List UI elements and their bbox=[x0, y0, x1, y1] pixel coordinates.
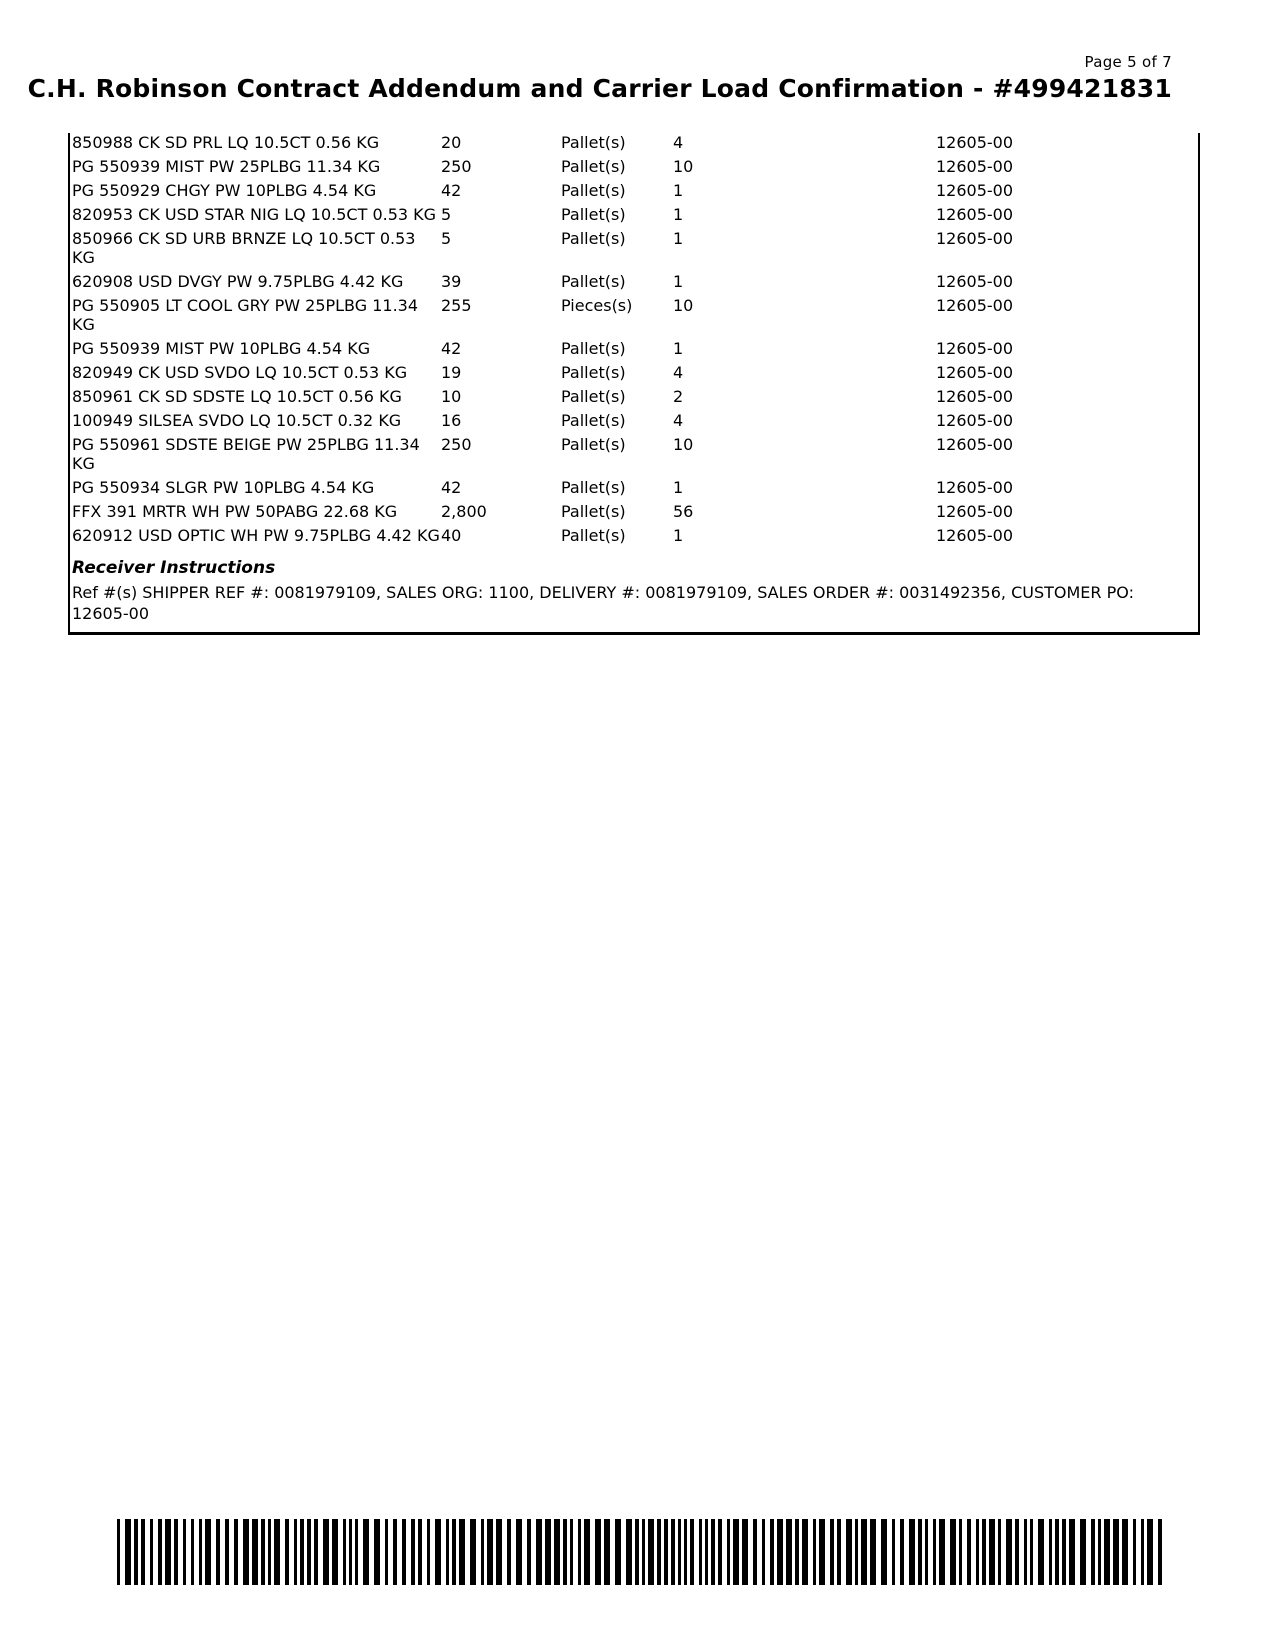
table-row bbox=[70, 205, 1136, 229]
item-quantity: 16 bbox=[441, 411, 462, 430]
item-unit: Pallet(s) bbox=[561, 229, 626, 248]
item-count: 2 bbox=[673, 387, 684, 406]
table-row bbox=[70, 526, 1136, 550]
table-row bbox=[70, 339, 1136, 363]
item-quantity: 42 bbox=[441, 478, 462, 497]
table-row bbox=[70, 296, 1136, 339]
item-description: 620912 USD OPTIC WH PW 9.75PLBG 4.42 KG bbox=[72, 526, 440, 545]
table-row bbox=[70, 435, 1136, 478]
table-row bbox=[70, 502, 1136, 526]
table-row bbox=[70, 229, 1136, 272]
item-quantity: 2,800 bbox=[441, 502, 487, 521]
item-description: PG 550961 SDSTE BEIGE PW 25PLBG 11.34 KG bbox=[72, 435, 420, 473]
item-unit: Pallet(s) bbox=[561, 526, 626, 545]
item-count: 1 bbox=[673, 272, 684, 291]
table-row bbox=[70, 387, 1136, 411]
barcode bbox=[117, 1519, 1169, 1585]
item-count: 10 bbox=[673, 296, 694, 315]
item-description: PG 550905 LT COOL GRY PW 25PLBG 11.34 KG bbox=[72, 296, 419, 334]
table-row bbox=[70, 478, 1136, 502]
item-description: 820949 CK USD SVDO LQ 10.5CT 0.53 KG bbox=[72, 363, 408, 382]
item-count: 4 bbox=[673, 133, 684, 152]
item-quantity: 20 bbox=[441, 133, 462, 152]
commodity-table bbox=[70, 133, 1136, 550]
item-unit: Pallet(s) bbox=[561, 478, 626, 497]
item-description: 620908 USD DVGY PW 9.75PLBG 4.42 KG bbox=[72, 272, 404, 291]
item-quantity: 42 bbox=[441, 181, 462, 200]
table-row bbox=[70, 411, 1136, 435]
item-count: 1 bbox=[673, 478, 684, 497]
item-description: FFX 391 MRTR WH PW 50PABG 22.68 KG bbox=[72, 502, 398, 521]
document-title: C.H. Robinson Contract Addendum and Carrier Load Confirmation - #499421831 bbox=[27, 74, 1172, 103]
item-po: 12605-00 bbox=[936, 363, 1014, 382]
item-quantity: 5 bbox=[441, 205, 452, 224]
item-count: 10 bbox=[673, 435, 694, 454]
item-description: PG 550934 SLGR PW 10PLBG 4.54 KG bbox=[72, 478, 375, 497]
item-quantity: 250 bbox=[441, 157, 472, 176]
item-unit: Pallet(s) bbox=[561, 205, 626, 224]
item-po: 12605-00 bbox=[936, 157, 1014, 176]
item-po: 12605-00 bbox=[936, 339, 1014, 358]
item-description: PG 550939 MIST PW 25PLBG 11.34 KG bbox=[72, 157, 381, 176]
item-quantity: 39 bbox=[441, 272, 462, 291]
item-description: PG 550929 CHGY PW 10PLBG 4.54 KG bbox=[72, 181, 377, 200]
item-quantity: 40 bbox=[441, 526, 462, 545]
item-po: 12605-00 bbox=[936, 205, 1014, 224]
item-quantity: 250 bbox=[441, 435, 472, 454]
item-unit: Pallet(s) bbox=[561, 339, 626, 358]
commodity-section bbox=[68, 133, 1200, 635]
item-po: 12605-00 bbox=[936, 181, 1014, 200]
commodity-table-body bbox=[70, 133, 1136, 550]
item-po: 12605-00 bbox=[936, 478, 1014, 497]
item-description: 850988 CK SD PRL LQ 10.5CT 0.56 KG bbox=[72, 133, 380, 152]
item-count: 1 bbox=[673, 526, 684, 545]
item-unit: Pallet(s) bbox=[561, 502, 626, 521]
item-description: 850961 CK SD SDSTE LQ 10.5CT 0.56 KG bbox=[72, 387, 402, 406]
table-row bbox=[70, 363, 1136, 387]
item-unit: Pallet(s) bbox=[561, 387, 626, 406]
item-unit: Pallet(s) bbox=[561, 435, 626, 454]
receiver-instructions-heading: Receiver Instructions bbox=[72, 558, 276, 578]
item-unit: Pieces(s) bbox=[561, 296, 633, 315]
item-unit: Pallet(s) bbox=[561, 363, 626, 382]
item-description: 100949 SILSEA SVDO LQ 10.5CT 0.32 KG bbox=[72, 411, 402, 430]
item-count: 56 bbox=[673, 502, 694, 521]
item-quantity: 255 bbox=[441, 296, 472, 315]
item-description: 850966 CK SD URB BRNZE LQ 10.5CT 0.53 KG bbox=[72, 229, 416, 267]
item-unit: Pallet(s) bbox=[561, 272, 626, 291]
item-quantity: 19 bbox=[441, 363, 462, 382]
item-quantity: 10 bbox=[441, 387, 462, 406]
item-count: 1 bbox=[673, 229, 684, 248]
item-count: 4 bbox=[673, 411, 684, 430]
item-unit: Pallet(s) bbox=[561, 157, 626, 176]
item-po: 12605-00 bbox=[936, 411, 1014, 430]
item-quantity: 42 bbox=[441, 339, 462, 358]
item-po: 12605-00 bbox=[936, 502, 1014, 521]
table-row bbox=[70, 181, 1136, 205]
item-po: 12605-00 bbox=[936, 133, 1014, 152]
item-description: 820953 CK USD STAR NIG LQ 10.5CT 0.53 KG bbox=[72, 205, 437, 224]
item-po: 12605-00 bbox=[936, 229, 1014, 248]
item-count: 1 bbox=[673, 205, 684, 224]
table-row bbox=[70, 133, 1136, 157]
item-po: 12605-00 bbox=[936, 387, 1014, 406]
item-count: 1 bbox=[673, 339, 684, 358]
item-unit: Pallet(s) bbox=[561, 411, 626, 430]
item-unit: Pallet(s) bbox=[561, 181, 626, 200]
receiver-instructions-text: Ref #(s) SHIPPER REF #: 0081979109, SALES ORG: 1100, DELIVERY #: 0081979109, SALES ORDER #: 0031492356, CUSTOMER PO: 12605-00 bbox=[72, 583, 1134, 623]
table-row bbox=[70, 157, 1136, 181]
page-number: Page 5 of 7 bbox=[1084, 53, 1172, 71]
item-unit: Pallet(s) bbox=[561, 133, 626, 152]
item-po: 12605-00 bbox=[936, 296, 1014, 315]
item-count: 1 bbox=[673, 181, 684, 200]
item-po: 12605-00 bbox=[936, 272, 1014, 291]
item-count: 10 bbox=[673, 157, 694, 176]
item-quantity: 5 bbox=[441, 229, 452, 248]
item-count: 4 bbox=[673, 363, 684, 382]
item-po: 12605-00 bbox=[936, 526, 1014, 545]
item-description: PG 550939 MIST PW 10PLBG 4.54 KG bbox=[72, 339, 371, 358]
item-po: 12605-00 bbox=[936, 435, 1014, 454]
table-row bbox=[70, 272, 1136, 296]
